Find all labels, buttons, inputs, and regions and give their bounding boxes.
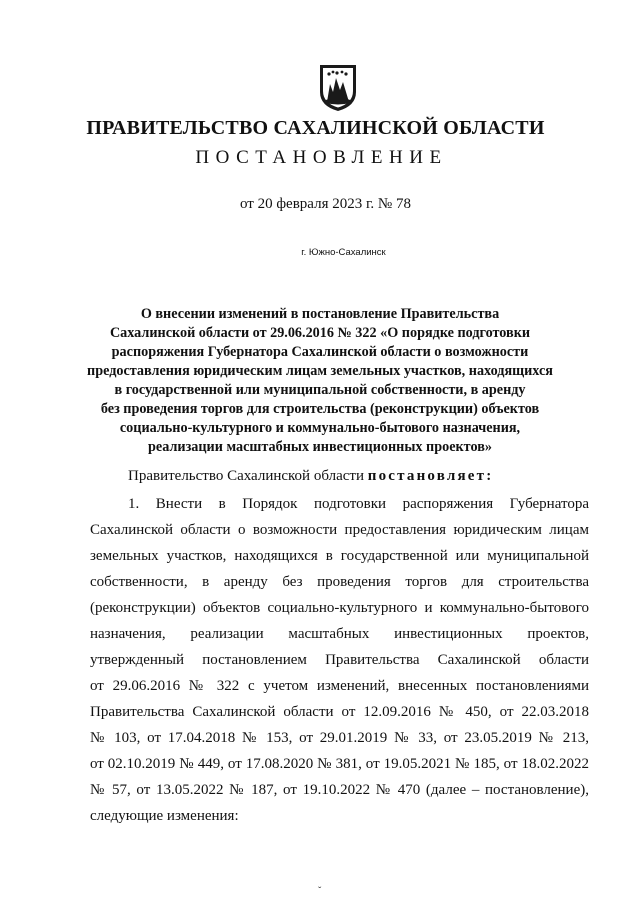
paragraph-line: собственности, в аренду без проведения торгов для строительства [90,574,589,590]
paragraph-line: № 103, от 17.04.2018 № 153, от 29.01.2019 № 33, от 23.05.2019 № 213, [90,730,589,746]
document-city: г. Южно-Сахалинск [301,247,386,258]
heading-line: О внесении изменений в постановление Правительства [140,306,500,322]
government-title: ПРАВИТЕЛЬСТВО САХАЛИНСКОЙ ОБЛАСТИ [86,117,545,139]
paragraph-line: следующие изменения: [90,808,239,824]
paragraph-line: утвержденный постановлением Правительства Сахалинской области [90,652,589,668]
paragraph-line: назначения, реализации масштабных инвестиционных проектов, [90,626,589,642]
paragraph-line: № 57, от 13.05.2022 № 187, от 19.10.2022 № 470 (далее – постановление), [90,782,589,798]
heading-line: реализации масштабных инвестиционных проектов» [148,439,492,455]
paragraph-line: Сахалинской области о возможности предоставления юридическим лицам [90,522,589,538]
paragraph-line: от 02.10.2019 № 449, от 17.08.2020 № 381, от 19.05.2021 № 185, от 18.02.2022 [90,756,589,772]
heading-line: предоставления юридическим лицам земельных участков, находящихся [87,363,553,379]
heading-line: в государственной или муниципальной собственности, в аренду [114,382,526,398]
document-date: от 20 февраля 2023 г. № 78 [239,196,411,212]
paragraph-line: (реконструкции) объектов социально-культурного и коммунально-бытового [90,600,589,616]
page-mark: ˇ [318,886,322,897]
heading-line: социально-культурного и коммунально-бытового назначения, [119,420,521,436]
heading-line: без проведения торгов для строительства (реконструкции) объектов [100,401,540,417]
sakhalin-coat-of-arms-icon [316,62,360,112]
heading-line: Сахалинской области от 29.06.2016 № 322 «О порядке подготовки [109,325,531,341]
paragraph-line: от 29.06.2016 № 322 с учетом изменений, внесенных постановлениями [90,678,589,694]
paragraph-line: Правительства Сахалинской области от 12.09.2016 № 450, от 22.03.2018 [90,704,589,720]
preamble [128,468,493,485]
heading-line: распоряжения Губернатора Сахалинской области о возможности [111,344,529,360]
preamble-text: Правительство Сахалинской области [128,468,368,484]
paragraph-line: 1. Внести в Порядок подготовки распоряжения Губернатора [128,496,589,512]
paragraph-line: земельных участков, находящихся в государственной или муниципальной [90,548,589,564]
document-type: ПОСТАНОВЛЕНИЕ [195,147,448,168]
preamble-decree-word: постановляет: [367,468,494,484]
document-heading [60,305,580,457]
